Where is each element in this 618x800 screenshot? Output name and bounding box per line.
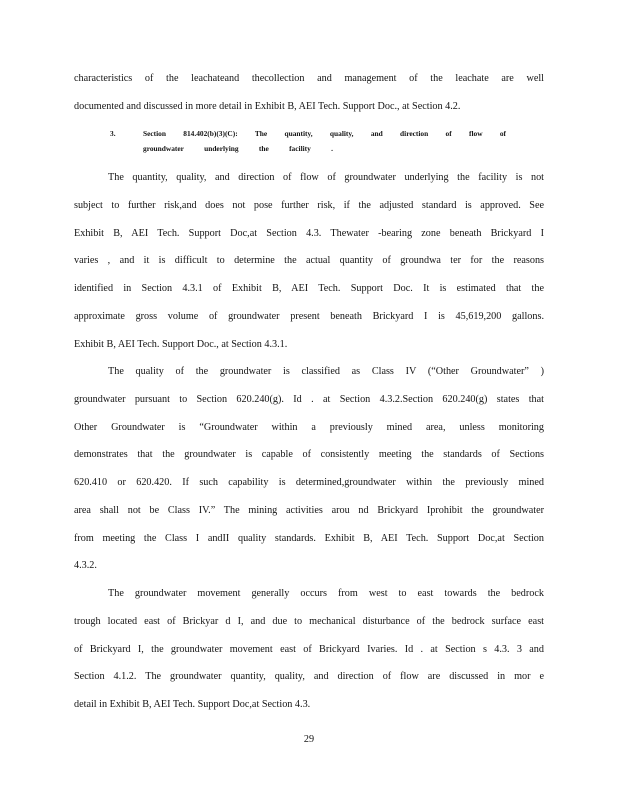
body-text-line: characteristics of the leachateand thecollection and management of the leachate are well bbox=[74, 73, 544, 84]
body-text-line: Other Groundwater is “Groundwater within a previously mined area, unless monitoring bbox=[74, 422, 544, 433]
body-text-line: area shall not be Class IV.” The mining activities arou nd Brickyard Iprohibit the groundwater bbox=[74, 505, 544, 516]
body-text-line: Exhibit B, AEI Tech. Support Doc,at Section 4.3. Thewater -bearing zone beneath Brickyard I bbox=[74, 228, 544, 239]
section-heading-title-continued: groundwater underlying the facility . bbox=[143, 144, 333, 153]
paragraph-first-line: The quantity, quality, and direction of flow of groundwater underlying the facility is not bbox=[108, 172, 544, 183]
body-text-line: approximate gross volume of groundwater present beneath Brickyard I is 45,619,200 gallons. bbox=[74, 311, 544, 322]
body-text-line: 4.3.2. bbox=[74, 560, 97, 571]
body-text-line: groundwater pursuant to Section 620.240(g). Id . at Section 4.3.2.Section 620.240(g) states that bbox=[74, 394, 544, 405]
paragraph-first-line: The groundwater movement generally occurs from west to east towards the bedrock bbox=[108, 588, 544, 599]
body-text-line: detail in Exhibit B, AEI Tech. Support Doc,at Section 4.3. bbox=[74, 699, 311, 710]
section-heading-title: Section 814.402(b)(3)(C): The quantity, quality, and direction of flow of bbox=[143, 129, 506, 138]
body-text-line: documented and discussed in more detail in Exhibit B, AEI Tech. Support Doc., at Section 4.2. bbox=[74, 101, 461, 112]
body-text-line: Section 4.1.2. The groundwater quantity, quality, and direction of flow are discussed in mor e bbox=[74, 671, 544, 682]
section-heading-number: 3. bbox=[110, 129, 116, 138]
paragraph-first-line: The quality of the groundwater is classified as Class IV (“Other Groundwater” ) bbox=[108, 366, 544, 377]
body-text-line: 620.410 or 620.420. If such capability is determined,groundwater within the previously mined bbox=[74, 477, 544, 488]
body-text-line: Exhibit B, AEI Tech. Support Doc., at Section 4.3.1. bbox=[74, 339, 288, 350]
body-text-line: trough located east of Brickyar d I, and due to mechanical disturbance of the bedrock surface east bbox=[74, 616, 544, 627]
page-number: 29 bbox=[303, 734, 315, 745]
body-text-line: identified in Section 4.3.1 of Exhibit B, AEI Tech. Support Doc. It is estimated that the bbox=[74, 283, 544, 294]
body-text-line: subject to further risk,and does not pose further risk, if the adjusted standard is approved. See bbox=[74, 200, 544, 211]
body-text-line: demonstrates that the groundwater is capable of consistently meeting the standards of Sections bbox=[74, 449, 544, 460]
body-text-line: varies , and it is difficult to determine the actual quantity of groundwa ter for the reasons bbox=[74, 255, 544, 266]
body-text-line: of Brickyard I, the groundwater movement east of Brickyard Ivaries. Id . at Section s 4.3. 3 and bbox=[74, 644, 544, 655]
body-text-line: from meeting the Class I andII quality standards. Exhibit B, AEI Tech. Support Doc,at Section bbox=[74, 533, 544, 544]
